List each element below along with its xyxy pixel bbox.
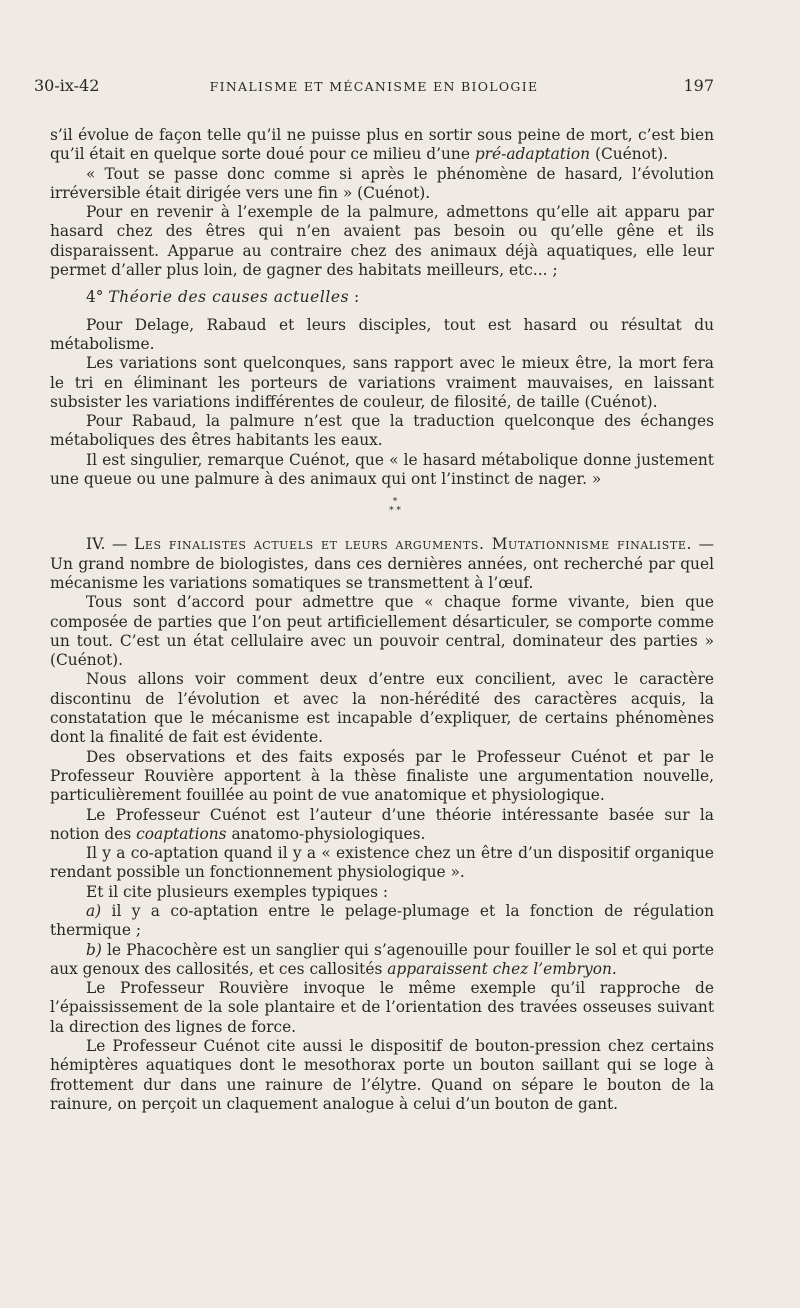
paragraph: Il y a co-aptation quand il y a « existence chez un être d’un dispositif organique rendant possible un fonctionnement physiologique ». [50, 844, 714, 882]
text-run: IV. — [86, 535, 135, 554]
text-run: anatomo-physiologiques. [226, 824, 426, 843]
text-run: Le Professeur Cuénot est l’auteur d’une théorie intéressante basée sur la notion des [50, 805, 714, 843]
list-marker: a) [86, 901, 102, 920]
paragraph: « Tout se passe donc comme si après le phénomène de hasard, l’évolution irréversible était dirigée vers une fin » (Cuénot). [50, 164, 714, 202]
asterism-bottom: * * [389, 506, 401, 517]
paragraph [50, 126, 714, 165]
text-run: il y a co-aptation entre le pelage-plumage et la fonction de régulation thermique ; [50, 901, 714, 940]
chapter-title: Les finalistes actuels et leurs arguments. Mutationnisme finaliste. [134, 535, 692, 554]
paragraph: Il est singulier, remarque Cuénot, que « le hasard métabolique donne justement une queue ou une palmure à des animaux qui ont l’instinct de nager. » [50, 450, 714, 489]
paragraph: Pour Delage, Rabaud et leurs disciples, tout est hasard ou résultat du métabolisme. [50, 315, 714, 353]
list-item [50, 941, 714, 980]
paragraph: Nous allons voir comment deux d’entre eux concilient, avec le caractère discontinu de l’évolution et avec la non-hérédité des caractères acquis, la constatation que le mécanisme est incapable d’expliquer, de certains phénomènes dont la finalité de fait est évidente. [50, 670, 714, 747]
header-date: 30-ix-42 [34, 76, 100, 95]
list-marker: b) [86, 940, 102, 959]
asterism-divider [76, 498, 714, 516]
text-run: s’il évolue de façon telle qu’il ne puisse plus en sortir sous peine de mort, c’est bien qu’il était en quelque sorte doué pour ce milieu d’une [50, 126, 714, 164]
text-run: (Cuénot). [590, 145, 669, 164]
page-body [50, 126, 714, 1114]
italic-term: apparaissent chez l’embryon [387, 959, 612, 978]
paragraph: Des observations et des faits exposés par le Professeur Cuénot et par le Professeur Rouvière apportent à la thèse finaliste une argumentation nouvelle, particulièrement fouillée au point de vue anatomique et physiologique. [50, 747, 714, 805]
paragraph: Le Professeur Cuénot cite aussi le dispositif de bouton-pression chez certains hémiptères aquatiques dont le mesothorax porte un bouton saillant qui se loge à frottement dur dans une rainure de l’élytre. Quand on sépare le bouton de la rainure, on perçoit un claquement analogue à celui d’un bouton de gant. [50, 1037, 714, 1113]
paragraph: Tous sont d’accord pour admettre que « chaque forme vivante, bien que composée de parties que l’on peut artificiellement désarticuler, se comporte comme un tout. C’est un état cellulaire avec un pouvoir central, dominateur des parties » (Cuénot). [50, 593, 714, 670]
header-title: FINALISME ET MÉCANISME EN BIOLOGIE [209, 79, 539, 94]
list-item [50, 902, 714, 941]
chapter-heading-paragraph [50, 535, 714, 593]
italic-term: coaptations [136, 824, 227, 843]
paragraph: Les variations sont quelconques, sans rapport avec le mieux être, la mort fera le tri en éliminant les porteurs de variations vraiment mauvaises, en laissant subsister les variations indifférentes de couleur, de filosité, de taille (Cuénot). [50, 354, 714, 411]
section-title: Théorie des causes actuelles [108, 288, 350, 307]
text-run: : [349, 288, 360, 307]
italic-term: pré-adaptation [474, 145, 591, 164]
paragraph: Pour en revenir à l’exemple de la palmure, admettons qu’elle ait apparu par hasard chez des êtres qui n’en avaient pas besoin ou qu’elle gêne et ils disparaissent. Apparue au contraire chez des animaux déjà aquatiques, elle leur permet d’aller plus loin, de gagner des habitats meilleurs, etc... ; [50, 203, 714, 280]
running-header [34, 76, 714, 98]
section-heading [50, 288, 714, 307]
paragraph: Pour Rabaud, la palmure n’est que la traduction quelconque des échanges métaboliques des êtres habitants les eaux. [50, 412, 714, 450]
asterism-top: * [392, 497, 398, 508]
paragraph [50, 806, 714, 845]
paragraph: Le Professeur Rouvière invoque le même exemple qu’il rapproche de l’épaississement de la sole plantaire et de l’orientation des travées osseuses suivant la direction des lignes de force. [50, 979, 714, 1036]
text-run: le Phacochère est un sanglier qui s’agenouille pour fouiller le sol et qui porte aux genoux des callosités, et ces callosités [50, 940, 714, 978]
paragraph: Et il cite plusieurs exemples typiques : [86, 882, 389, 901]
text-run: — Un grand nombre de biologistes, dans ces dernières années, ont recherché par quel mécanisme les variations somatiques se transmettent à l’œuf. [50, 535, 714, 592]
section-number: 4° [86, 288, 109, 307]
page-number: 197 [683, 76, 714, 95]
text-run: . [611, 959, 617, 978]
